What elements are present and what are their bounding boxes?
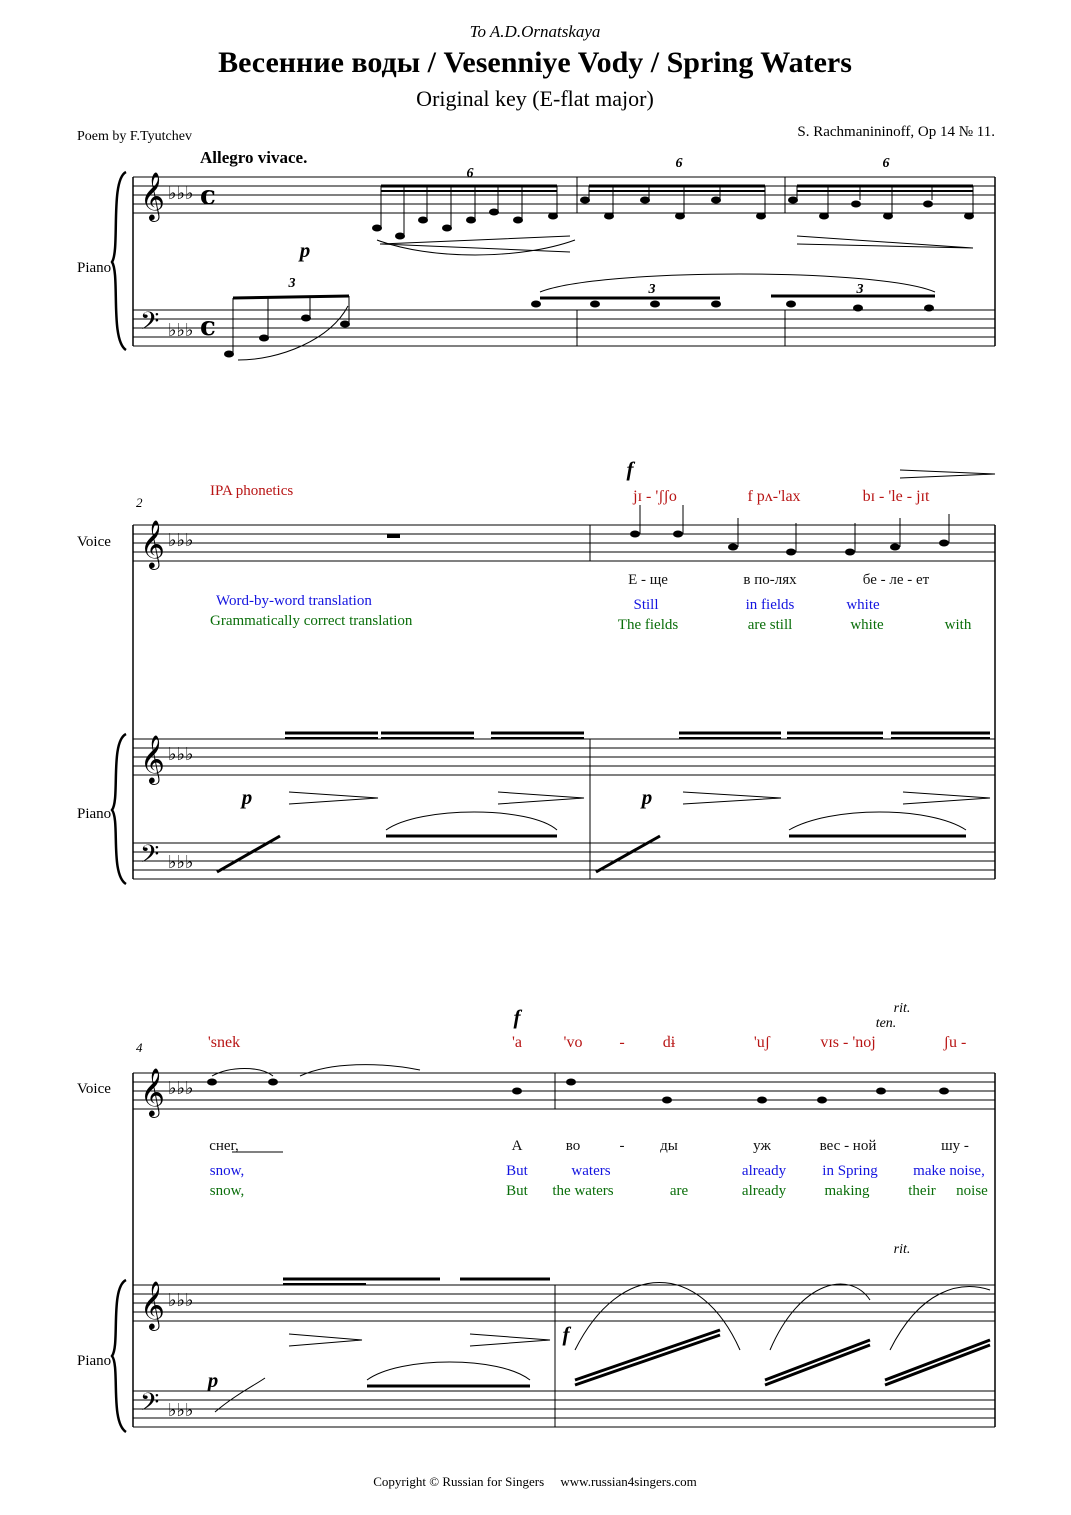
translation-word: snow,	[209, 1183, 245, 1199]
ipa-syllable: f pʌ-'lax	[747, 488, 801, 505]
system-1	[112, 172, 995, 360]
translation-word: But	[506, 1183, 528, 1199]
measure-number: 4	[136, 1040, 143, 1055]
translation-word: are still	[747, 617, 793, 633]
tempo-marking: Allegro vivace.	[200, 148, 308, 167]
bass-clef-icon: 𝄢	[140, 307, 160, 342]
copyright-text: Copyright © Russian for Singers	[373, 1474, 545, 1489]
translation-word: The fields	[617, 617, 679, 633]
poet-credit: Poem by F.Tyutchev	[77, 129, 192, 144]
translation-word: waters	[571, 1163, 611, 1179]
website-link[interactable]: www.russian4singers.com	[560, 1474, 697, 1489]
legend-grammatical: Grammatically correct translation	[210, 613, 413, 629]
instrument-label-piano: Piano	[77, 806, 112, 822]
translation-word: white	[850, 617, 884, 633]
system-2	[112, 470, 995, 884]
lyric-syllable: уж	[753, 1138, 771, 1154]
legend-ipa: IPA phonetics	[210, 483, 294, 499]
ipa-syllable: jɪ - 'ʃʃo	[633, 488, 677, 505]
translation-word: But	[506, 1163, 528, 1179]
translation-word: white	[846, 597, 880, 613]
translation-word: are	[669, 1183, 689, 1199]
measure-number: 2	[136, 495, 143, 510]
dynamic-forte: f	[626, 457, 634, 481]
translation-word: in Spring	[822, 1163, 878, 1179]
translation-word: snow,	[209, 1163, 245, 1179]
lyric-syllable: Е - ще	[628, 572, 668, 588]
lyric-syllable: -	[619, 1138, 625, 1154]
tuplet-number: 3	[856, 282, 864, 297]
translation-word: already	[741, 1183, 787, 1199]
staff-lines	[133, 177, 995, 346]
flat-icon: ♭♭♭	[168, 852, 194, 873]
lyric-syllable: снег,	[209, 1138, 239, 1154]
flat-icon: ♭♭♭	[168, 183, 194, 204]
translation-word: noise	[956, 1183, 988, 1199]
song-title: Весенние воды / Vesenniye Vody / Spring Waters	[218, 46, 852, 79]
system-3	[112, 1065, 995, 1432]
decrescendo-hairpin	[797, 236, 973, 248]
flat-icon: ♭♭♭	[168, 744, 194, 765]
treble-clef-icon: 𝄞	[140, 734, 165, 783]
translation-word: with	[944, 617, 972, 633]
tuplet-number: 3	[648, 282, 656, 297]
instrument-label-voice: Voice	[77, 534, 111, 550]
composer-credit: S. Rachmanininoff, Op 14 № 11.	[797, 124, 995, 140]
tuplet-number: 6	[882, 156, 890, 171]
instrument-label-voice: Voice	[77, 1081, 111, 1097]
dynamic-piano: p	[641, 785, 653, 809]
dynamic-forte: f	[513, 1005, 521, 1029]
treble-clef-icon: 𝄞	[140, 519, 165, 568]
flat-icon: ♭♭♭	[168, 1290, 194, 1311]
ipa-syllable: ʃu -	[943, 1034, 967, 1051]
translation-word: make noise,	[913, 1163, 985, 1179]
ipa-syllable: dɨ	[662, 1034, 676, 1051]
lyric-syllable: в по-лях	[743, 572, 797, 588]
note-stems	[233, 186, 973, 354]
lyric-syllable: ды	[660, 1138, 678, 1154]
common-time-icon: c	[200, 312, 216, 342]
lyric-syllable: шу -	[941, 1138, 969, 1154]
instrument-label-piano: Piano	[77, 1353, 112, 1369]
tenuto-marking: ten.	[875, 1016, 897, 1031]
ipa-syllable: 'vo	[563, 1034, 583, 1051]
treble-clef-icon: 𝄞	[140, 171, 165, 220]
bass-clef-icon: 𝄢	[140, 840, 160, 875]
lyric-syllable: вес - ной	[819, 1138, 877, 1154]
dynamic-piano: p	[207, 1368, 219, 1392]
tuplet-number: 6	[675, 156, 683, 171]
instrument-label-piano: Piano	[77, 260, 112, 276]
tuplet-number: 6	[466, 166, 474, 181]
dynamic-forte: f	[562, 1322, 570, 1346]
treble-clef-icon: 𝄞	[140, 1280, 165, 1329]
noteheads	[224, 197, 974, 358]
key-subtitle: Original key (E-flat major)	[416, 86, 654, 111]
ipa-syllable: vɪs - 'noj	[820, 1034, 876, 1051]
flat-icon: ♭♭♭	[168, 530, 194, 551]
flat-icon: ♭♭♭	[168, 1078, 194, 1099]
dedication: To A.D.Ornatskaya	[469, 22, 601, 41]
ritardando-marking: rit.	[893, 1001, 911, 1016]
ritardando-marking: rit.	[893, 1242, 911, 1257]
footer	[373, 1474, 697, 1490]
flat-icon: ♭♭♭	[168, 320, 194, 341]
lyric-syllable: бе - ле - ет	[862, 572, 930, 588]
ipa-syllable: -	[619, 1034, 625, 1051]
dynamic-piano: p	[241, 785, 253, 809]
common-time-icon: c	[200, 181, 216, 211]
treble-clef-icon: 𝄞	[140, 1067, 165, 1116]
translation-word: their	[908, 1183, 936, 1199]
translation-word: Still	[633, 597, 659, 613]
flat-icon: ♭♭♭	[168, 1400, 194, 1421]
ipa-syllable: 'uʃ	[753, 1034, 771, 1051]
translation-word: already	[741, 1163, 787, 1179]
translation-word: in fields	[745, 597, 795, 613]
ipa-syllable: bɪ - 'le - jɪt	[862, 488, 930, 505]
dynamic-piano: p	[299, 238, 311, 262]
translation-word: making	[824, 1183, 870, 1199]
lyric-syllable: А	[511, 1138, 523, 1154]
ipa-syllable: 'a	[512, 1034, 522, 1051]
legend-word-by-word: Word-by-word translation	[216, 593, 372, 609]
lyric-syllable: во	[565, 1138, 581, 1154]
translation-word: the waters	[552, 1183, 614, 1199]
ipa-syllable: 'snek	[207, 1034, 241, 1051]
tuplet-number: 3	[288, 276, 296, 291]
bass-clef-icon: 𝄢	[140, 1388, 160, 1423]
